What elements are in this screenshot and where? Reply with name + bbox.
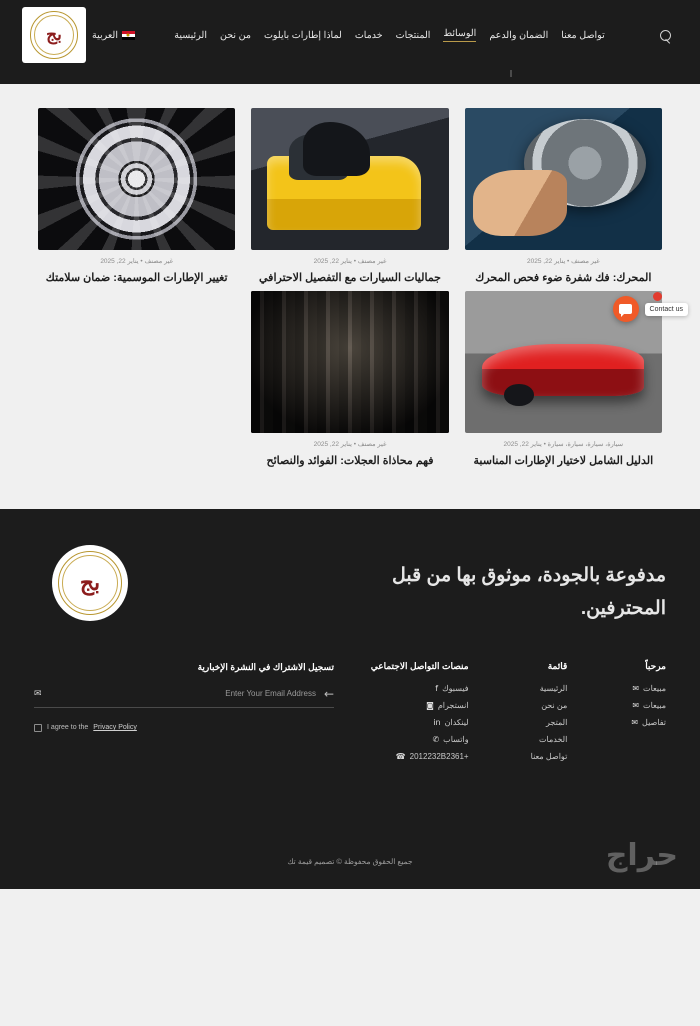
whatsapp-icon: ✆	[432, 735, 440, 744]
linkedin-icon: in	[433, 718, 441, 727]
facebook-icon: f	[435, 684, 439, 693]
mail-icon: ✉	[34, 688, 42, 699]
article-meta: غير مصنف • يناير 22, 2025	[313, 258, 387, 265]
instagram-icon: ◙	[426, 701, 434, 710]
footer-phone-label: +2012232B2361	[409, 752, 469, 761]
list-item[interactable]	[505, 701, 567, 710]
chat-bubble-icon[interactable]	[613, 296, 639, 322]
list-item[interactable]	[604, 718, 666, 727]
article-card[interactable]	[251, 108, 448, 287]
articles-grid-row1	[38, 108, 662, 287]
nav-item-why-pilot[interactable]: لماذا إطارات بايلوت	[263, 29, 342, 41]
primary-nav	[135, 28, 652, 42]
watermark: حراج	[605, 838, 678, 873]
privacy-policy-link[interactable]: Privacy Policy	[93, 724, 137, 731]
footer-link-label: مبيعات	[643, 701, 666, 710]
footer-link-label: انستجرام	[437, 701, 469, 710]
footer-link-label: تواصل معنا	[530, 752, 568, 761]
nav-item-warranty[interactable]: الضمان والدعم	[489, 29, 549, 41]
brand-logo[interactable]	[22, 7, 86, 63]
footer-link-label: الخدمات	[539, 735, 568, 744]
list-item[interactable]	[604, 684, 666, 693]
articles-grid-row2	[38, 291, 662, 470]
consent-text: I agree to the	[47, 724, 89, 731]
egypt-flag-icon	[122, 31, 135, 40]
copyright-text: جميع الحقوق محفوظة © تصميم قيمة تك	[287, 856, 413, 866]
article-thumbnail[interactable]	[38, 108, 235, 250]
footer-top	[34, 545, 666, 626]
article-title[interactable]: الدليل الشامل لاختيار الإطارات المناسبة	[473, 454, 654, 467]
search-glyph	[660, 30, 671, 41]
list-item[interactable]	[371, 684, 469, 693]
footer-link-label: الرئيسية	[539, 684, 568, 693]
footer-bottom	[0, 833, 700, 889]
site-header	[0, 0, 700, 70]
newsletter-consent	[34, 724, 334, 732]
article-thumbnail[interactable]	[251, 108, 448, 250]
footer-link-list	[371, 684, 469, 761]
nav-item-contact[interactable]: تواصل معنا	[561, 29, 605, 41]
footer-link-label: مبيعات	[643, 684, 666, 693]
header-underbar	[0, 70, 700, 84]
footer-brand-logo[interactable]	[52, 545, 128, 621]
footer-column-title: قائمة	[547, 660, 568, 671]
footer-column-menu	[505, 660, 567, 770]
list-item[interactable]	[371, 701, 469, 710]
list-item[interactable]	[505, 718, 567, 727]
list-item[interactable]	[505, 735, 567, 744]
article-card[interactable]	[465, 108, 662, 287]
list-item[interactable]	[371, 735, 469, 744]
chat-widget[interactable]	[613, 296, 688, 322]
nav-item-about[interactable]: من نحن	[219, 29, 251, 41]
grid-spacer	[38, 291, 235, 470]
article-title[interactable]: تغيير الإطارات الموسمية: ضمان سلامتك	[45, 272, 228, 284]
footer-link-list	[505, 684, 567, 761]
email-field[interactable]	[50, 689, 316, 698]
nav-item-media[interactable]: الوسائط	[443, 28, 476, 42]
notification-dot	[653, 292, 662, 301]
article-meta: غير مصنف • يناير 22, 2025	[100, 258, 174, 265]
site-footer	[0, 509, 700, 889]
footer-link-label: من نحن	[541, 701, 568, 710]
mail-icon: ✉	[632, 701, 640, 710]
article-card[interactable]	[251, 291, 448, 470]
nav-item-products[interactable]: المنتجات	[395, 29, 431, 41]
footer-column-greeting	[604, 660, 666, 770]
arrow-left-icon[interactable]: ←	[323, 686, 335, 701]
footer-column-title: منصات التواصل الاجتماعي	[370, 660, 469, 671]
list-item[interactable]	[371, 718, 469, 727]
footer-link-label: فيسبوك	[442, 684, 469, 693]
mail-icon: ✉	[632, 684, 640, 693]
footer-columns	[34, 660, 666, 770]
article-title[interactable]: فهم محاذاة العجلات: الفوائد والنصائح	[266, 454, 434, 467]
list-item[interactable]	[604, 701, 666, 710]
nav-item-services[interactable]: خدمات	[354, 29, 383, 41]
footer-link-list	[604, 684, 666, 727]
mail-icon: ✉	[631, 718, 639, 727]
newsletter-section	[34, 660, 334, 770]
logo-mark: بج	[79, 570, 101, 596]
article-thumbnail[interactable]	[465, 108, 662, 250]
article-meta: سيارة، سيارة، سيارة، سيارة • يناير 22, 2025	[503, 440, 624, 448]
footer-link-label: تفاصيل	[642, 718, 666, 727]
phone-icon: ☎	[395, 752, 406, 761]
footer-tagline: مدفوعة بالجودة، موثوق بها من قبل المحترفين.	[392, 565, 666, 620]
list-item[interactable]	[505, 684, 567, 693]
list-item[interactable]	[371, 752, 469, 761]
logo-ring	[30, 11, 78, 59]
list-item[interactable]	[505, 752, 567, 761]
newsletter-field	[34, 687, 334, 708]
footer-link-label: المتجر	[546, 718, 568, 727]
logo-ring	[58, 551, 122, 615]
article-title[interactable]: المحرك: فك شفرة ضوء فحص المحرك	[475, 272, 652, 284]
article-meta: غير مصنف • يناير 22, 2025	[526, 258, 600, 265]
article-meta: غير مصنف • يناير 22, 2025	[313, 440, 387, 448]
footer-link-label: واتساب	[443, 735, 469, 744]
logo-mark: بج	[46, 24, 62, 45]
search-icon[interactable]	[652, 22, 678, 48]
newsletter-title: تسجيل الاشتراك في النشرة الإخبارية	[197, 661, 335, 672]
footer-column-social	[371, 660, 469, 770]
footer-column-title: مرحباً	[645, 660, 666, 671]
article-title[interactable]: جماليات السيارات مع التفصيل الاحترافي	[259, 272, 441, 284]
articles-section	[0, 84, 700, 509]
footer-link-label: لينكدان	[444, 718, 469, 727]
language-switcher[interactable]	[92, 30, 135, 41]
language-label: العربية	[92, 29, 118, 41]
chat-tooltip: Contact us	[645, 303, 688, 316]
article-thumbnail[interactable]	[251, 291, 448, 433]
consent-checkbox[interactable]	[34, 724, 42, 732]
article-card[interactable]	[38, 108, 235, 287]
nav-item-home[interactable]: الرئيسية	[174, 29, 207, 41]
